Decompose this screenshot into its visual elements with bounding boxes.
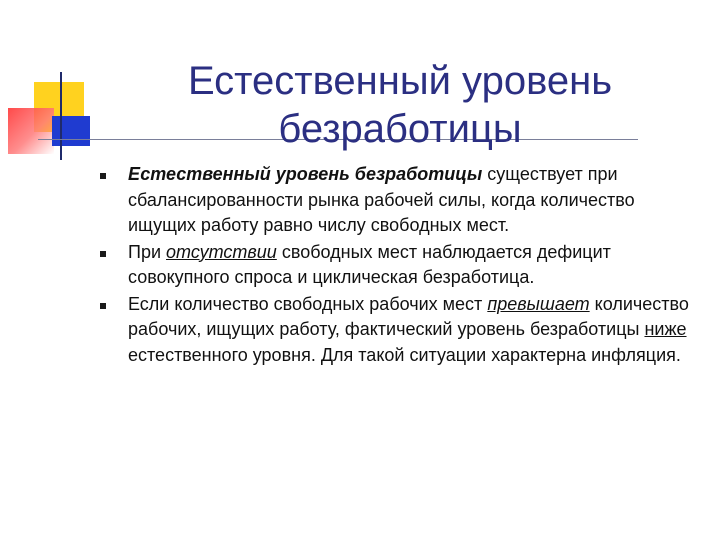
bullet-3-text-middle: количество рабочих, ищущих работу, фактический уровень безработицы	[128, 293, 689, 339]
vertical-rule-decoration	[60, 72, 62, 160]
bullet-item-3	[96, 292, 696, 369]
bullet-list	[96, 162, 696, 369]
bullet-1-text: существует при сбалансированности рынка рабочей силы, когда количество ищущих работу равно числу свободных мест.	[128, 164, 635, 235]
bullet-item-1	[96, 162, 696, 239]
bullet-2-text-end: свободных мест наблюдается дефицит совокупного спроса и циклическая безработица.	[128, 241, 611, 287]
slide-title	[140, 57, 660, 153]
bullet-square-icon	[100, 173, 106, 179]
decorative-corner-graphic	[0, 0, 110, 170]
title-line-2: безработицы	[278, 106, 522, 151]
title-line-1: Естественный уровень	[187, 58, 613, 103]
bullet-3-text-end: естественного уровня. Для такой ситуации характерна инфляция.	[128, 344, 681, 365]
bullet-3-underlined: превышает	[487, 293, 590, 314]
bullet-item-2	[96, 240, 696, 291]
bullet-square-icon	[100, 251, 106, 257]
bullet-square-icon	[100, 303, 106, 309]
bullet-3-underlined-2: ниже	[644, 319, 687, 339]
blue-square-decoration	[52, 116, 90, 146]
bullet-2-text-start: При	[128, 241, 167, 262]
bullet-2-underlined: отсутствии	[166, 241, 277, 262]
bullet-1-emphasis: Естественный уровень безработицы	[128, 164, 483, 184]
red-square-decoration	[8, 108, 54, 154]
bullet-3-text-start: Если количество свободных рабочих мест	[128, 293, 488, 314]
